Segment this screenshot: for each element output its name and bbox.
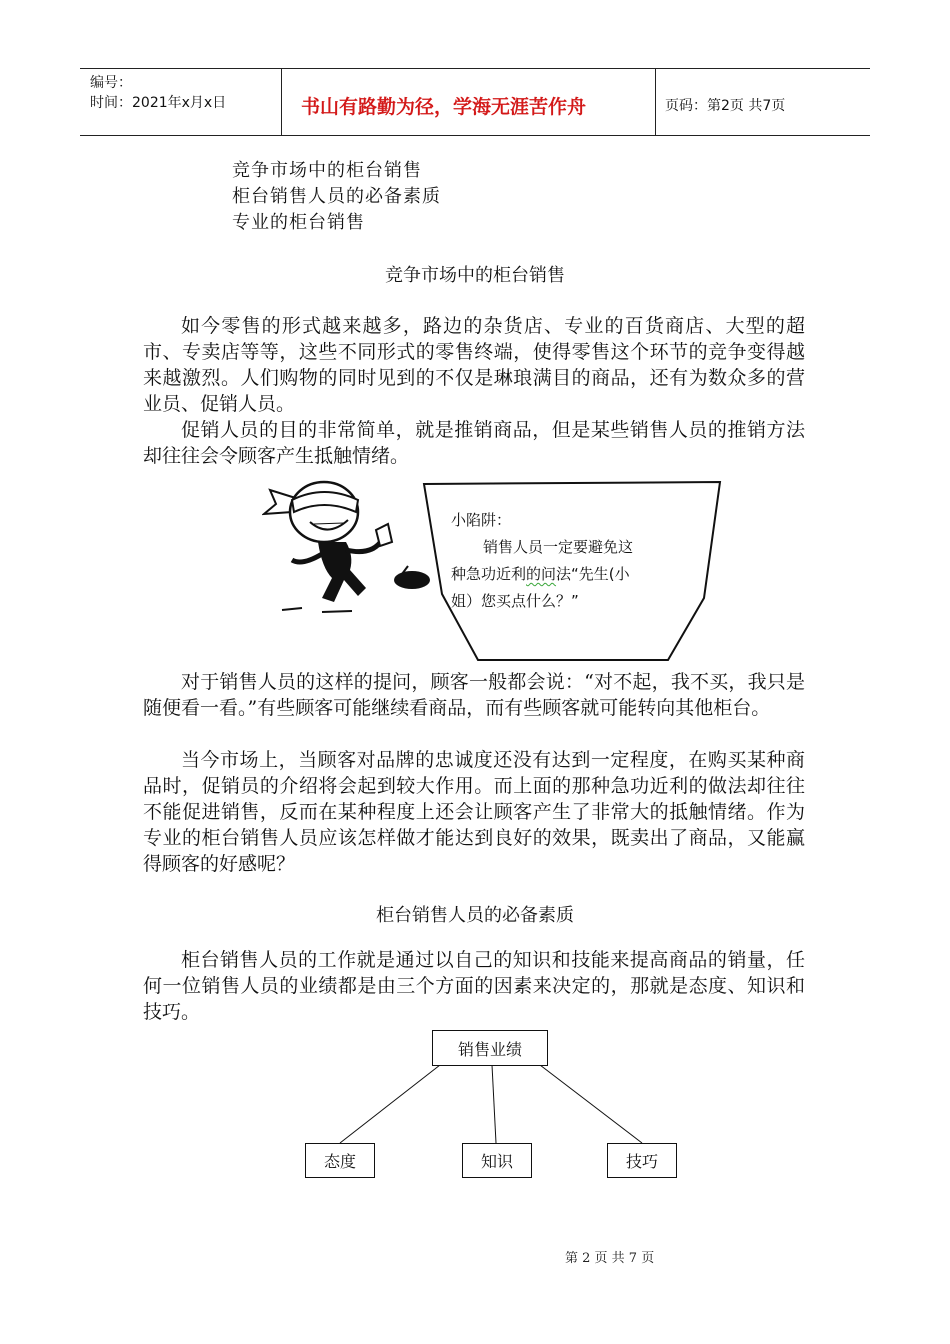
section1-paragraph-3: 对于销售人员的这样的提问，顾客一般都会说：“对不起，我不买，我只是随便看一看。”有些顾客可能继续看商品，而有些顾客就可能转向其他柜台。 <box>143 671 805 719</box>
section1-title: 竞争市场中的柜台销售 <box>385 265 565 286</box>
toc-item: 专业的柜台销售 <box>232 212 365 233</box>
header-motto: 书山有路勤为径，学海无涯苦作舟 <box>301 96 587 118</box>
bubble-line-part: 种急功近利 <box>451 565 527 583</box>
section1-paragraph-1: 如今零售的形式越来越多，路边的杂货店、专业的百货商店、大型的超市、专卖店等等，这些不同形式的零售终端，使得零售这个环节的竞争变得越来越激烈。人们购物的同时见到的不仅是琳琅满目的商品，还有为数众多的营业员、促销人员。 <box>143 315 805 415</box>
bubble-line: 销售人员一定要避免这 <box>483 538 634 556</box>
header-time-label: 时间：2021年x月x日 <box>90 95 227 111</box>
diagram-child-box: 态度 <box>305 1143 375 1178</box>
section1-paragraph-2: 促销人员的目的非常简单，就是推销商品，但是某些销售人员的推销方法却往往会令顾客产生抵触情绪。 <box>143 419 805 467</box>
bubble-title: 小陷阱： <box>451 511 512 529</box>
page-footer: 第 2 页 共 7 页 <box>565 1251 655 1266</box>
diagram-root-box: 销售业绩 <box>432 1030 548 1066</box>
section2-title: 柜台销售人员的必备素质 <box>376 905 574 926</box>
bubble-line: 姐）您买点什么？” <box>451 592 579 610</box>
diagram-child-box: 技巧 <box>607 1143 677 1178</box>
bubble-line-part: 法“先生(小 <box>556 565 630 583</box>
section2-paragraph-1: 柜台销售人员的工作就是通过以自己的知识和技能来提高商品的销量，任何一位销售人员的业绩都是由三个方面的因素来决定的，那就是态度、知识和技巧。 <box>143 949 805 1023</box>
header-page-info: 页码：第2页 共7页 <box>665 98 786 114</box>
diagram-child-box: 知识 <box>462 1143 532 1178</box>
toc-item: 柜台销售人员的必备素质 <box>232 186 441 207</box>
header-number-label: 编号： <box>90 75 132 91</box>
section1-paragraph-4: 当今市场上，当顾客对品牌的忠诚度还没有达到一定程度，在购买某种商品时，促销员的介绍将会起到较大作用。而上面的那种急功近利的做法却往往不能促进销售，反而在某种程度上还会让顾客产生了非常大的抵触情绪。作为专业的柜台销售人员应该怎样做才能达到良好的效果，既卖出了商品，又能赢得顾客的好感呢？ <box>143 749 805 875</box>
toc-item: 竞争市场中的柜台销售 <box>232 160 422 181</box>
bubble-line-part-underlined: 的问 <box>526 565 557 583</box>
